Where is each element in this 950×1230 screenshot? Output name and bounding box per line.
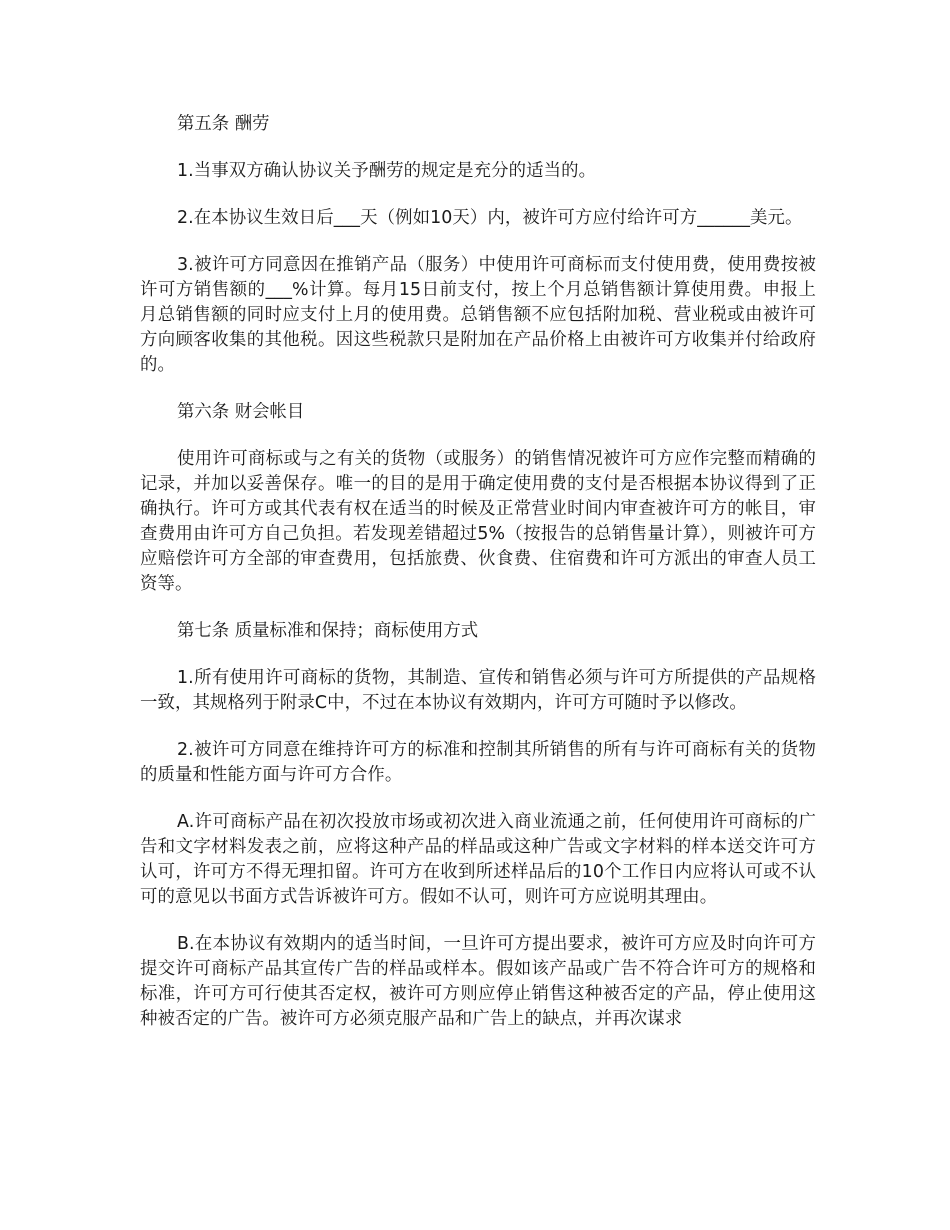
section-heading-6: 第六条 财会帐目 (177, 402, 305, 422)
section-heading-5: 第五条 酬劳 (177, 114, 270, 134)
paragraph-7-1: 1.所有使用许可商标的货物，其制造、宣传和销售必须与许可方所提供的产品规格一致，其规格列于附录C中，不过在本协议有效期内，许可方可随时予以修改。 (140, 668, 816, 713)
document-page (140, 112, 816, 1054)
paragraph-7-b: B.在本协议有效期内的适当时间，一旦许可方提出要求，被许可方应及时向许可方提交许可商标产品其宣传广告的样品或样本。假如该产品或广告不符合许可方的规格和标准，许可方可行使其否定权，被许可方则应停止销售这种被否定的产品，停止使用这种被否定的广告。被许可方必须克服产品和广告上的缺点，并再次谋求 (140, 934, 816, 1029)
paragraph-6-1: 使用许可商标或与之有关的货物（或服务）的销售情况被许可方应作完整而精确的记录，并加以妥善保存。唯一的目的是用于确定使用费的支付是否根据本协议得到了正确执行。许可方或其代表有权在适当的时候及正常营业时间内审查被许可方的帐目，审查费用由许可方自己负担。若发现差错超过5%（按报告的总销售量计算），则被许可方应赔偿许可方全部的审查费用，包括旅费、伙食费、住宿费和许可方派出的审查人员工资等。 (140, 449, 816, 594)
paragraph-5-1: 1.当事双方确认协议关予酬劳的规定是充分的适当的。 (177, 161, 597, 181)
section-heading-7: 第七条 质量标准和保持；商标使用方式 (177, 621, 479, 641)
paragraph-7-a: A.许可商标产品在初次投放市场或初次进入商业流通之前，任何使用许可商标的广告和文字材料发表之前，应将这种产品的样品或这种广告或文字材料的样本送交许可方认可，许可方不得无理扣留。许可方在收到所述样品后的10个工作日内应将认可或不认可的意见以书面方式告诉被许可方。假如不认可，则许可方应说明其理由。 (140, 812, 816, 907)
paragraph-5-2: 2.在本协议生效日后___天（例如10天）内，被许可方应付给许可方______美元。 (177, 208, 803, 228)
paragraph-7-2: 2.被许可方同意在维持许可方的标准和控制其所销售的所有与许可商标有关的货物的质量和性能方面与许可方合作。 (140, 740, 816, 785)
paragraph-5-3: 3.被许可方同意因在推销产品（服务）中使用许可商标而支付使用费，使用费按被许可方销售额的___%计算。每月15日前支付，按上个月总销售额计算使用费。申报上月总销售额的同时应支付上月的使用费。总销售额不应包括附加税、营业税或由被许可方向顾客收集的其他税。因这些税款只是附加在产品价格上由被许可方收集并付给政府的。 (140, 255, 816, 375)
